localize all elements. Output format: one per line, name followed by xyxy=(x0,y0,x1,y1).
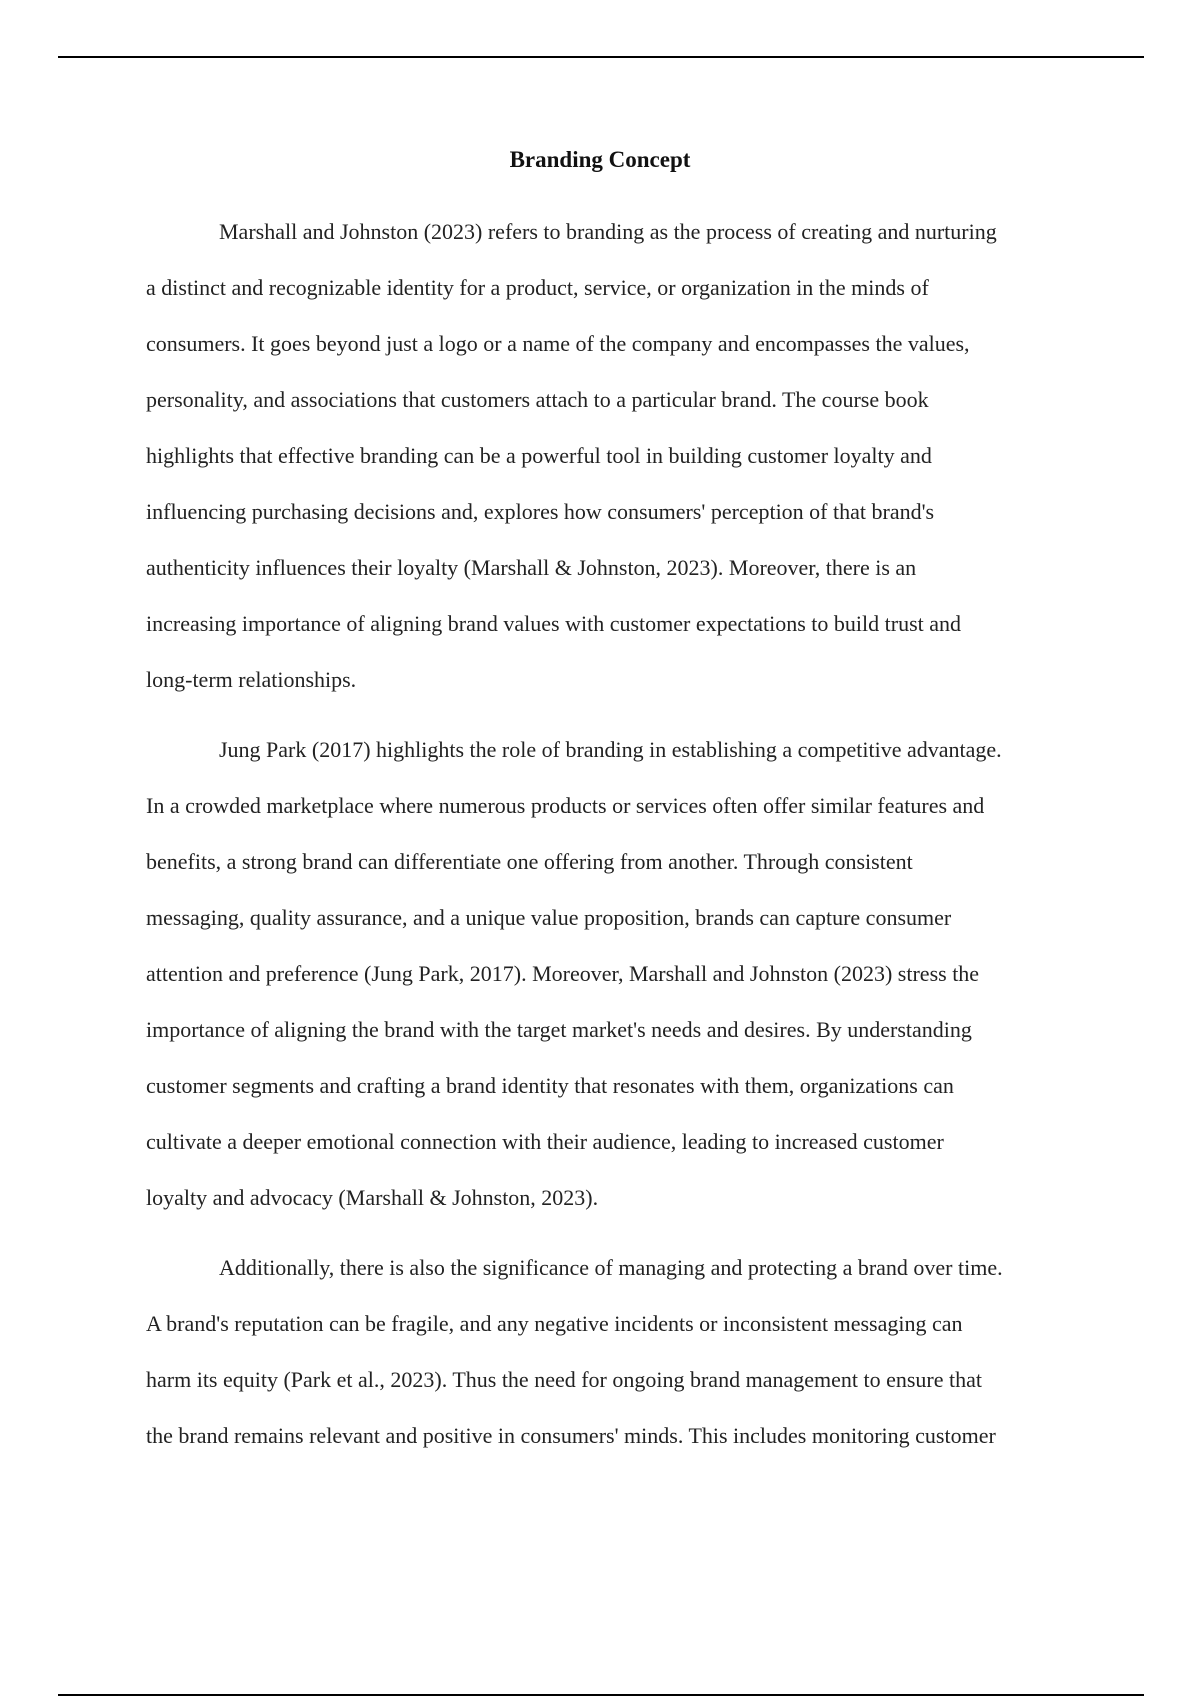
paragraph-line: harm its equity (Park et al., 2023). Thus the need for ongoing brand management to ensure that xyxy=(146,1367,982,1392)
document-title: Branding Concept xyxy=(509,147,691,172)
paragraph-line: cultivate a deeper emotional connection with their audience, leading to increased customer xyxy=(146,1129,944,1154)
paragraph-line: influencing purchasing decisions and, explores how consumers' perception of that brand's xyxy=(146,499,935,524)
paragraph-line: Additionally, there is also the significance of managing and protecting a brand over time. xyxy=(219,1255,1003,1280)
paragraph-line: loyalty and advocacy (Marshall & Johnston, 2023). xyxy=(146,1185,599,1210)
paragraph-line: personality, and associations that customers attach to a particular brand. The course book xyxy=(146,387,929,412)
paragraph-line: authenticity influences their loyalty (Marshall & Johnston, 2023). Moreover, there is an xyxy=(146,555,917,580)
paragraph-line: long-term relationships. xyxy=(146,667,357,692)
paragraph-line: consumers. It goes beyond just a logo or a name of the company and encompasses the values, xyxy=(146,331,970,356)
paragraph-line: the brand remains relevant and positive in consumers' minds. This includes monitoring customer xyxy=(146,1423,996,1448)
paragraph-line: benefits, a strong brand can differentiate one offering from another. Through consistent xyxy=(146,849,913,874)
paragraph-line: importance of aligning the brand with the target market's needs and desires. By understanding xyxy=(146,1017,972,1042)
paragraph-line: Marshall and Johnston (2023) refers to branding as the process of creating and nurturing xyxy=(219,219,997,244)
paragraph-line: Jung Park (2017) highlights the role of branding in establishing a competitive advantage. xyxy=(219,737,1002,762)
paragraph-line: messaging, quality assurance, and a unique value proposition, brands can capture consumer xyxy=(146,905,952,930)
top-divider xyxy=(58,56,1144,58)
paragraph-2 xyxy=(146,722,1086,1226)
bottom-divider xyxy=(58,1694,1144,1696)
paragraph-line: In a crowded marketplace where numerous products or services often offer similar features and xyxy=(146,793,985,818)
paragraph-line: attention and preference (Jung Park, 2017). Moreover, Marshall and Johnston (2023) stress the xyxy=(146,961,980,986)
paragraph-line: increasing importance of aligning brand values with customer expectations to build trust and xyxy=(146,611,962,636)
paragraph-line: A brand's reputation can be fragile, and any negative incidents or inconsistent messaging can xyxy=(146,1311,963,1336)
paragraph-line: customer segments and crafting a brand identity that resonates with them, organizations can xyxy=(146,1073,954,1098)
paragraph-line: highlights that effective branding can be a powerful tool in building customer loyalty and xyxy=(146,443,932,468)
paragraph-3 xyxy=(146,1240,1086,1464)
paragraph-1 xyxy=(146,204,1086,708)
paragraph-line: a distinct and recognizable identity for a product, service, or organization in the minds of xyxy=(146,275,929,300)
